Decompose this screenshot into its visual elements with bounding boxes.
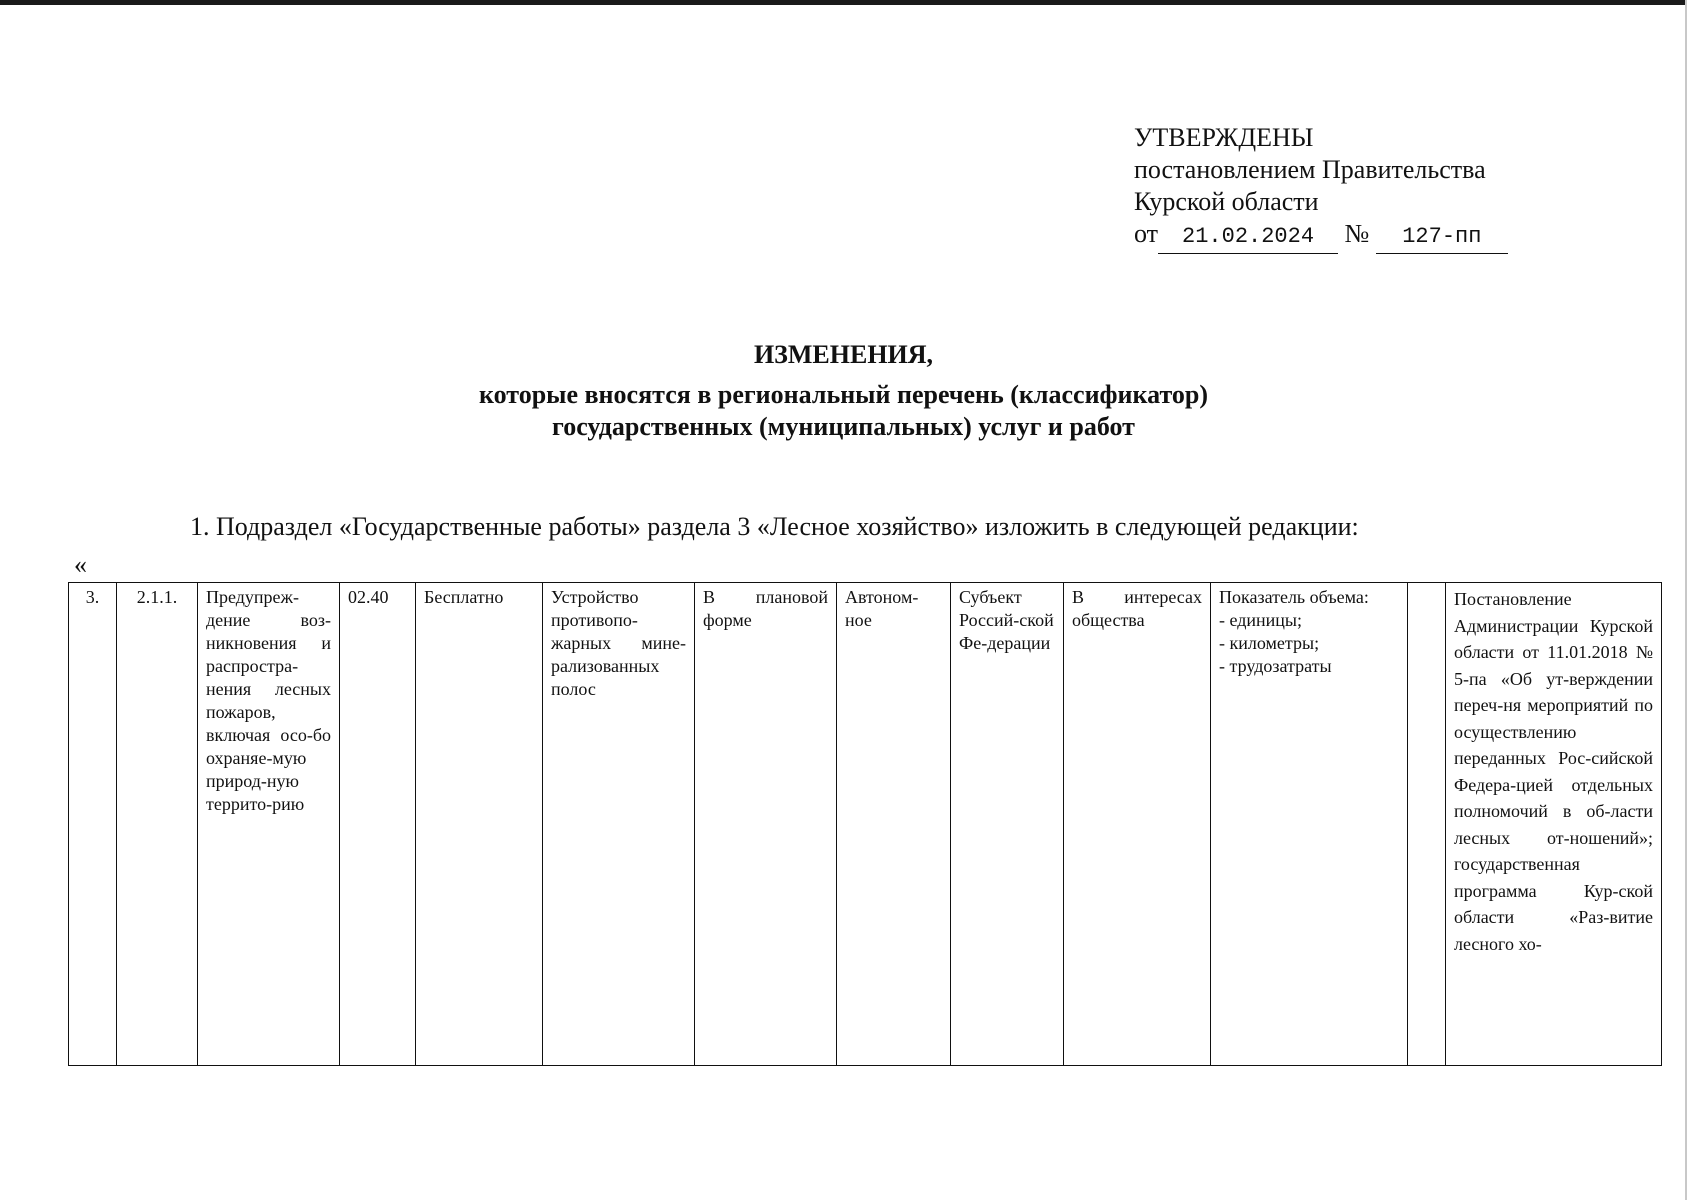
cell-consumer: Субъект Россий-ской Фе-дерации	[951, 583, 1064, 1066]
amendment-paragraph: 1. Подраздел «Государственные работы» раздела 3 «Лесное хозяйство» изложить в следующей редакции:	[190, 512, 1359, 541]
cell-institution-type: Автоном-ное	[837, 583, 951, 1066]
approval-line-1: УТВЕРЖДЕНЫ	[1134, 123, 1314, 152]
approval-line-3: Курской области	[1134, 187, 1319, 216]
opening-quote: «	[74, 550, 87, 579]
cell-interests: В интересах общества	[1064, 583, 1211, 1066]
number-label: №	[1344, 219, 1370, 248]
approval-block	[1134, 122, 1508, 254]
cell-row-number: 3.	[69, 583, 117, 1066]
cell-code: 2.1.1.	[117, 583, 198, 1066]
approval-date: 21.02.2024	[1158, 221, 1338, 254]
table-row	[69, 583, 1662, 1066]
classifier-table	[68, 582, 1662, 1066]
document-title-line-2: которые вносятся в региональный перечень (классификатор)	[478, 380, 1208, 409]
page-top-border	[0, 0, 1687, 5]
cell-okved: 02.40	[340, 583, 416, 1066]
cell-form: В плановой форме	[695, 583, 837, 1066]
approval-date-number-line	[1134, 218, 1508, 254]
cell-service-name: Предупреж-дение воз-никновения и распростра-нения лесных пожаров, включая осо-бо охраняе-мую природ-ную террито-рию	[198, 583, 340, 1066]
approval-line-2: постановлением Правительства	[1134, 155, 1486, 184]
cell-payment: Бесплатно	[416, 583, 543, 1066]
cell-empty	[1408, 583, 1446, 1066]
from-label: от	[1134, 219, 1159, 248]
document-title-heading: ИЗМЕНЕНИЯ,	[753, 340, 934, 369]
cell-legal-basis: Постановление Администрации Курской области от 11.01.2018 № 5-па «Об ут-верждении переч-ня мероприятий по осуществлению переданных Рос-сийской Федера-цией отдельных полномочий в об-ласти лесных от-ношений»; государственная программа Кур-ской области «Раз-витие лесного хо-	[1446, 583, 1662, 1066]
document-title-line-3: государственных (муниципальных) услуг и работ	[552, 412, 1135, 441]
approval-number: 127-пп	[1376, 221, 1508, 254]
cell-indicator: Показатель объема: - единицы; - километры; - трудозатраты	[1211, 583, 1408, 1066]
cell-content: Устройство противопо-жарных мине-рализованных полос	[543, 583, 695, 1066]
